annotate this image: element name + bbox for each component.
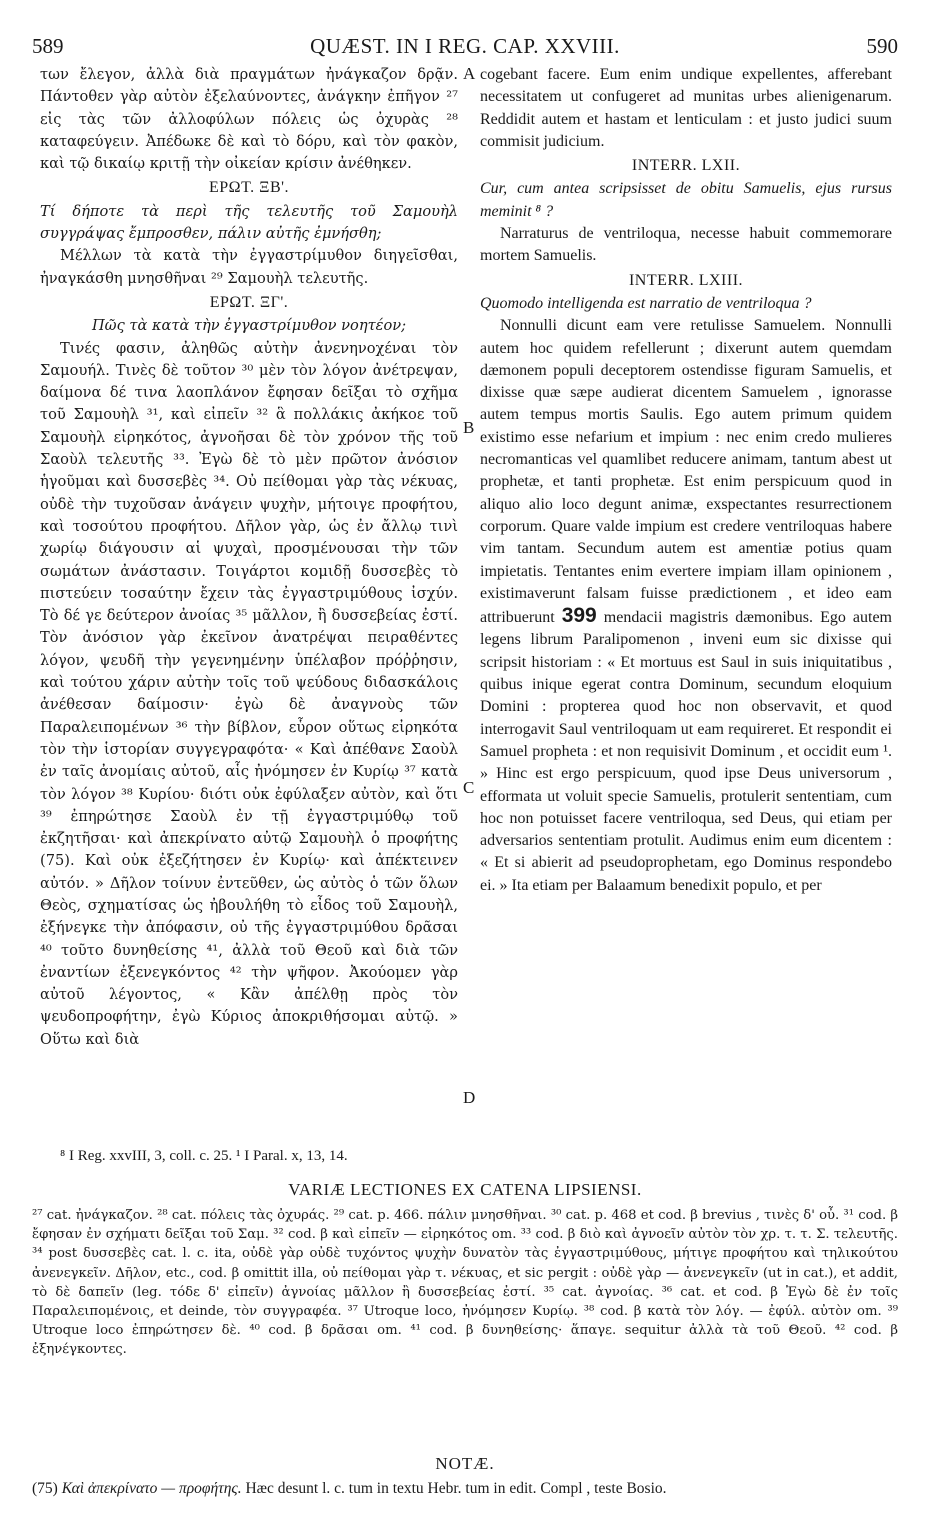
greek-q62-text: Μέλλων τὰ κατὰ τὴν ἐγγαστρίμυθον διηγεῖσθαι, ἠναγκάσθη μνησθῆναι ²⁹ Σαμουὴλ τελευτῆς. <box>40 247 458 287</box>
running-title: QUÆST. IN I REG. CAP. XXVIII. <box>310 34 620 58</box>
latin-q62-heading: INTERR. LXII. <box>631 157 741 175</box>
page-number-right: 590 <box>866 34 898 58</box>
notae-ref: (75) <box>32 1480 58 1497</box>
notae-body: Hæc desunt l. c. tum in textu Hebr. tum in edit. Compl , teste Bosio. <box>245 1480 667 1497</box>
margin-letter-c: C <box>463 778 475 797</box>
latin-q63-title: Quomodo intelligenda est narratio de ventriloqua ? <box>480 294 812 312</box>
latin-q63-heading: INTERR. LXIII. <box>628 271 744 289</box>
latin-q62-text: Narraturus de ventriloqua, necesse habuit commemorare mortem Samuelis. <box>480 225 892 265</box>
greek-q63-heading: ΕΡΩΤ. ΞΓ'. <box>209 293 289 311</box>
page-number-left: 589 <box>32 34 64 58</box>
greek-q63-text: Τινές φασιν, ἀληθῶς αὐτὴν ἀνενηνοχέναι τὸν Σαμουήλ. Τινὲς δὲ τοῦτον ³⁰ μὲν τὸν λόγον ἀνέτρεψαν, δαίμονα δέ τινα λαοπλάνον ἔφησαν δεῖξαι τὸ σχῆμα τοῦ Σαμουὴλ ³¹, καὶ εἰπεῖν ³² ἃ πολλάκις ἀκήκοε τοῦ Σαμουὴλ εἰρηκότος, ἀγνοῆσαι δὲ τὸν χρόνον τῆς τοῦ Σαοὺλ τελευτῆς ³³. Ἐγὼ δὲ τὸ μὲν πρῶτον ἀνόσιον ἡγοῦμαι καὶ δυσσεβὲς ³⁴. Οὐ πείθομαι γὰρ τὰς νέκυας, οὐδὲ τὴν τυχοῦσαν ἀνάγειν ψυχὴν, μήτοιγε προφήτου, καὶ τοσούτου προφήτου. Δῆλον γὰρ, ὡς ἐν ἄλλῳ τινὶ χωρίῳ διάγουσιν αἱ ψυχαὶ, προσμένουσαι τὴν τῶν σωμάτων ἀνάστασιν. Τοιγάρτοι κομιδῇ δυσσεβὲς τὸ πιστεύειν τοσαύτην ἔχειν τὰς ἐγγαστριμύθους ἰσχύν. Τὸ δέ γε δεύτερον ἀνοίας ³⁵ μᾶλλον, ἢ δυσσεβείας ἐστί. Τὸν ἀνόσιον γὰρ ἐκεῖνον ἀνατρέψαι πειραθέντες λόγον, ψευδῆ τὴν γεγενημένην ὑπέλαβον πρόῤῥησιν, καὶ τούτου χάριν αὐτὴν τοῖς τοῦ ψεύδους διδασκάλοις ἀνέθεσαν δαίμοσιν· ἐγὼ δὲ ἀναγνοὺς τῶν Παραλειπομένων ³⁶ τὴν βίβλον, εὗρον οὕτως εἰρηκότα τὸν τὴν ἱστορίαν συγγεγραφότα· « Καὶ ἀπέθανε Σαοὺλ ἐν ταῖς ἀνομίαις αὐτοῦ, αἷς ἠνόμησεν ἐν Κυρίῳ ³⁷ κατὰ τὸν λόγον ³⁸ Κυρίου· διότι οὐκ ἐφύλαξεν αὐτὸν, καὶ ὅτι ³⁹ ἐπηρώτησε Σαοὺλ ἐν τῇ ἐγγαστριμύθῳ τοῦ ἐκζητῆσαι· καὶ ἀπεκρίνατο αὐτῷ Σαμουὴλ ὁ προφήτης (75). Καὶ οὐκ ἐξεζήτησεν ἐν Κυρίῳ· καὶ ἀπέκτεινεν αὐτόν. » Δῆλον τοίνυν ἐντεῦθεν, ὡς αὐτὸς ὁ τῶν ὅλων Θεὸς, σχηματίσας ὡς ἠβουλήθη τὸ εἶδος τοῦ Σαμουὴλ, ἐξήνεγκε τὴν ἀπόφασιν, οὐ τῆς ἐγγαστριμύθου δρᾶσαι ⁴⁰ τοῦτο δυνηθείσης ⁴¹, ἀλλὰ τοῦ Θεοῦ καὶ διὰ τῶν ἐναντίων ἐξενεγκόντος ⁴² τὴν ψῆφον. Ἀκούομεν γὰρ αὐτοῦ λέγοντος, « Κἂν ἀπέλθῃ πρὸς τὸν ψευδοπροφήτην, ἐγὼ Κύριος ἀποκριθήσομαι αὐτῷ. » Οὕτω καὶ διὰ <box>40 339 458 1048</box>
margin-letter-b: B <box>463 418 475 437</box>
latin-q63-text-a: Nonnulli dicunt eam vere retulisse Samuelem. Nonnulli autem hoc quidem refellerunt ; dixerunt autem quemdam dæmonem populi deceptorem ostendisse figuram Samuelis, et dixisse quæ sæpe audierat dicentem Samuelem , ignorasse autem tempus mortis Saulis. Ego autem primum quidem existimo esse nefarium et impium : nec enim credo mulieres necromanticas vel quamlibet reducere animam, tantum abest ut prophetæ, et tanti prophetæ. Est enim perspicuum quod in aliquo alio loco degunt animæ, exspectantes resurrectionem corporum. Quare valde impium est credere ventriloquas habere vim tantam. Secundum autem est amentiæ potius quam impietatis. Tentantes enim evertere impiam illam opinionem , existimaverunt falsam fuisse prædictionem , et ideo eam attribuerunt <box>480 317 892 627</box>
greek-intro: των ἔλεγον, ἀλλὰ διὰ πραγμάτων ἠνάγκαζον δρᾷν. Πάντοθεν γὰρ αὐτὸν ἐξελαύνοντες, ἀνάγκην ἐπῆγον ²⁷ εἰς τὰς τῶν ἀλλοφύλων πόλεις ὡς ὀχυρὰς ²⁸ καταφεύγειν. Ἀπέδωκε δὲ καὶ τὸ δόρυ, καὶ τὸν φακὸν, καὶ τῷ δικαίῳ κριτῇ τὴν οἰκείαν κρίσιν ἀνέθηκεν. <box>40 66 458 173</box>
footnotes: ⁸ I Reg. xxvIII, 3, coll. c. 25. ¹ I Paral. x, 13, 14. <box>60 1148 348 1164</box>
variae-heading: VARIÆ LECTIONES EX CATENA LIPSIENSI. <box>288 1180 642 1199</box>
latin-column <box>480 64 892 897</box>
latin-intro: cogebant facere. Eum enim undique expellentes, afferebant necessitatem ut confugeret ad munitas urbes alienigenarum. Reddidit autem et hastam et lenticulam : et justo judici suum commisit judicium. <box>480 66 892 150</box>
notae-text <box>32 1478 898 1499</box>
latin-q63-text-b: mendacii magistris dæmonibus. Ego autem legens librum Paralipomenon , inveni eum sic dixisse qui scripsit historiam : « Et mortuus est Saul in suis iniquitatibus , quibus inique egerat contra Dominum, secundum eloquium Domini : propterea quod hoc non observavit, et quod interrogavit Saul ventriloquam ut eam requireret. Et respondit ei Samuel propheta : et non requisivit Dominum , et occidit eum ¹. » Hinc est ergo perspicuum, quod ipse Deus universorum , efformata ut voluit specie Samuelis, protulerit sententiam, cum hoc non potuisset facere ventriloqua, sed Deus, qui etiam per adversarios sententiam protulit. Audimus enim eum dicentem : « Et si abierit ad pseudoprophetam, ego Dominus respondebo ei. » Ita etiam per Balaamum benedixit populo, et per <box>480 609 892 894</box>
variae-lectiones: ²⁷ cat. ἠνάγκαζον. ²⁸ cat. πόλεις τὰς ὀχυράς. ²⁹ cat. p. 466. πάλιν μνησθῆναι. ³⁰ cat. p. 468 et cod. β brevius , τινὲς δ' οὖ. ³¹ cod. β ἔφησαν ἐν σχήματι δεῖξαι τοῦ Σαμ. ³² cod. β καὶ εἰπεῖν — εἰρηκότος om. ³³ cod. β διὸ καὶ ἀγνοεῖν αὐτὸν τὸν χρ. τ. τ. Σ. τελευτῆς. ³⁴ post δυσσεβὲς cat. l. c. ita, οὐδὲ γὰρ οὐδὲ τυχόντος ψυχὴν δυνατὸν τὰς ἐγγαστριμύθους, μήτιγε προφήτου καὶ τηλικούτου ἀνενεγκεῖν. Δῆλον, etc., cod. β omittit illa, οὐ πείθομαι γὰρ τ. νέκυας, et sic pergit : οὐδὲ γὰρ — ἀνενεγκεῖν (ut in cat.), et addit, τὸ δὲ δαπεῖν (leg. τόδε δ' εἰπεῖν) ἀγνοίας μᾶλλον ἢ δυσσεβείας ἐστί. ³⁵ cat. ἀγνοίας. ³⁶ cat. et cod. β Ἐγὼ δὲ ἐν τοῖς Παραλειπομένοις, et deinde, τὸν συγγραφέα. ³⁷ Utroque loco, ἠνόμησεν Κυρίῳ. ³⁸ cod. β κατὰ τὸν λόγ. — ἐφύλ. αὐτὸν om. ³⁹ Utroque loco ἐπηρώτησεν δὲ. ⁴⁰ cod. β δρᾶσαι om. ⁴¹ cod. β δυνηθείσης· ἅπαγε. sequitur ἀλλὰ τὰ τοῦ Θεοῦ. ⁴² cod. β ἐξηνέγκοντες. <box>32 1208 898 1358</box>
column-number: 399 <box>561 604 597 628</box>
notae-lemma: Καὶ ἀπεκρίνατο — προφήτης. <box>61 1480 242 1497</box>
latin-q62-title: Cur, cum antea scripsisset de obitu Samuelis, ejus rursus meminit ⁸ ? <box>480 180 892 220</box>
margin-letter-d: D <box>463 1088 476 1107</box>
greek-q63-title: Πῶς τὰ κατὰ τὴν ἐγγαστρίμυθον νοητέον; <box>91 317 407 335</box>
margin-letter-a: A <box>463 64 476 83</box>
notae-heading: NOTÆ. <box>435 1454 495 1473</box>
greek-q62-heading: ΕΡΩΤ. ΞΒ'. <box>209 179 289 197</box>
running-header <box>32 34 898 64</box>
latin-q63-text <box>480 315 892 897</box>
greek-column <box>40 64 458 1051</box>
greek-q62-title: Τί δήποτε τὰ περὶ τῆς τελευτῆς τοῦ Σαμουὴλ συγγράψας ἔμπροσθεν, πάλιν αὐτῆς ἐμνήσθη; <box>40 202 458 243</box>
